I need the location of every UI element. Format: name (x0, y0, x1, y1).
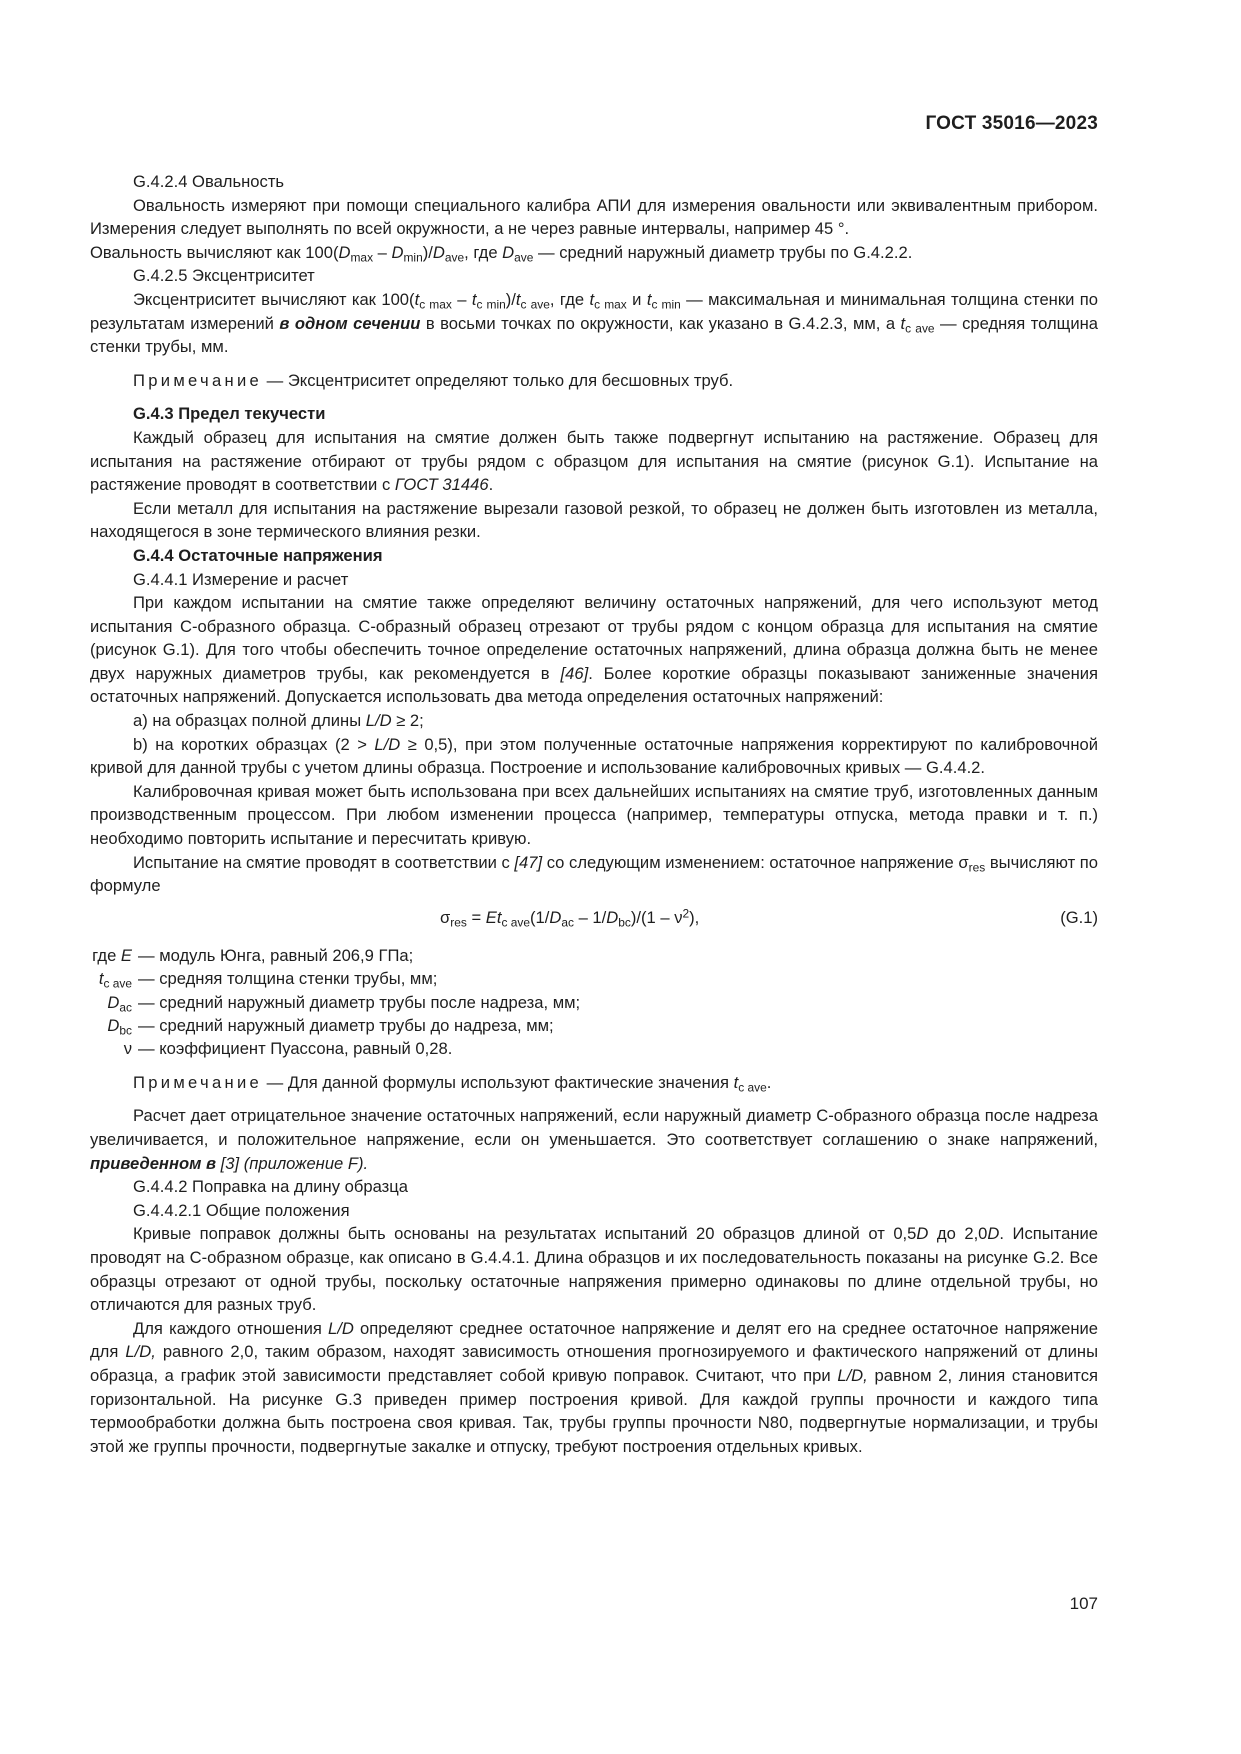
page-body (90, 170, 1098, 1458)
paragraph-ld-ratio: Для каждого отношения L/D определяют среднее остаточное напряжение и делят его на среднее остаточное напряжение для L/D, равного 2,0, таким образом, находят зависимость отношения прогнозируемого и фактического напряжений от длины образца, а график этой зависимости представляет собой кривую поправок. Считают, что при L/D, равном 2, линия становится горизонтальной. На рисунке G.3 приведен пример построения кривой. Для каждой группы прочности и каждого типа термообработки должна быть построена своя кривая. Так, трубы группы прочности N80, подвергнутые нормализации, и трубы этой же группы прочности, подвергнутые закалке и отпуску, требуют построения отдельных кривых. (90, 1318, 1098, 1456)
formula-expression: $\sigma_{res} = Et_{c ave}(1/D_{ac} - 1/D_{bc})/(1 - \nu^2)$, (440, 906, 700, 930)
paragraph-yield-2: Если металл для испытания на растяжение вырезали газовой резкой, то образец не должен быть изготовлен из металла, находящегося в зоне термического влияния резки. (90, 498, 1098, 542)
paragraph-eccentricity: Эксцентриситет вычисляют как $100(t_{c max} - t_{c min})/t_{c ave}$, где $t_{c max}$ и $t_{c min}$ — максимальная и минимальная толщина стенки по результатам измерений в одном сечении в восьми точках по окружности, как указано в G.4.2.3, мм, а $t_{c ave}$ — средняя толщина стенки трубы, мм. (90, 289, 1099, 357)
paragraph-ovality-formula: Овальность вычисляют как $100(D_{max} - D_{min})/D_{ave}$, где $D_{ave}$ — средний наружный диаметр трубы по G.4.2.2. (90, 242, 913, 265)
page-number: 107 (1069, 1594, 1098, 1613)
heading-g442: G.4.4.2 Поправка на длину образца (133, 1177, 408, 1197)
heading-g44: G.4.4 Остаточные напряжения (133, 545, 383, 565)
definition-row: $D_{ac}$ — средний наружный диаметр трубы после надреза, мм; (107, 992, 581, 1015)
definition-row: $t_{c ave}$ — средняя толщина стенки трубы, мм; (98, 969, 438, 991)
document-header: ГОСТ 35016—2023 (925, 113, 1098, 134)
paragraph-ovality-1: Овальность измеряют при помощи специального калибра АПИ для измерения овальности или эквивалентным прибором. Измерения следует выполнять по всей окружности, а не через равные интервалы, например 45 °. (90, 195, 1098, 239)
paragraph-test-method: Испытание на смятие проводят в соответствии с [47] со следующим изменением: остаточное напряжение $\sigma_{res}$ вычисляют по формуле (90, 852, 1098, 896)
definition-row: где E — модуль Юнга, равный 206,9 ГПа; (92, 945, 414, 965)
list-item-a: a) на образцах полной длины L/D ≥ 2; (133, 711, 424, 731)
heading-g441: G.4.4.1 Измерение и расчет (133, 569, 349, 589)
paragraph-yield-1: Каждый образец для испытания на смятие должен быть также подвергнут испытанию на растяжение. Образец для испытания на растяжение отбирают от трубы рядом с образцом для испытания на смятие (рисунок G.1). Испытание на растяжение проводят в соответствии с ГОСТ 31446. (90, 427, 1098, 495)
heading-g4421: G.4.4.2.1 Общие положения (133, 1200, 350, 1220)
note-formula: Примечание — Для данной формулы используют фактические значения $t_{c ave}$. (133, 1072, 772, 1095)
heading-g425: G.4.2.5 Эксцентриситет (133, 266, 315, 286)
definition-row: $D_{bc}$ — средний наружный диаметр трубы до надреза, мм; (107, 1016, 554, 1038)
paragraph-correction-curves: Кривые поправок должны быть основаны на результатах испытаний 20 образцов длиной от 0,5D до 2,0D. Испытание проводят на С-образном образце, как описано в G.4.4.1. Длина образцов и их последовательность показаны на рисунке G.2. Все образцы отрезают от одной трубы, поскольку остаточные напряжения примерно одинаковы по длине отдельной трубы, но отличаются для разных труб. (90, 1224, 1098, 1315)
paragraph-calibration: Калибровочная кривая может быть использована при всех дальнейших испытаниях на смятие труб, изготовленных данным производственным процессом. При любом изменении процесса (например, температуры отпуска, метода правки и т. п.) необходимо повторить испытание и пересчитать кривую. (90, 781, 1098, 849)
formula-g1 (90, 900, 1098, 936)
formula-number: (G.1) (1060, 907, 1098, 927)
paragraph-residual-1: При каждом испытании на смятие также определяют величину остаточных напряжений, для чего используют метод испытания С-образного образца. С-образный образец отрезают от трубы рядом с концом образца для испытания на смятие (рисунок G.1). Для того чтобы обеспечить точное определение остаточных напряжений, длина образца должна быть не менее двух наружных диаметров трубы, как рекомендуется в [46]. Более короткие образцы показывают заниженные значения остаточных напряжений. Допускается использовать два метода определения остаточных напряжений: (90, 593, 1098, 707)
heading-g424: G.4.2.4 Овальность (133, 172, 285, 191)
heading-g43: G.4.3 Предел текучести (133, 404, 326, 424)
paragraph-sign-convention: Расчет дает отрицательное значение остаточных напряжений, если наружный диаметр С-образного образца после надреза увеличивается, и положительное напряжение, если он уменьшается. Это соответствует соглашению о знаке напряжений, приведенном в [3] (приложение F). (90, 1106, 1098, 1173)
note-eccentricity: Примечание — Эксцентриситет определяют только для бесшовных труб. (133, 370, 734, 390)
formula-definitions (90, 944, 1098, 1061)
list-item-b: b) на коротких образцах (2 > L/D ≥ 0,5), при этом полученные остаточные напряжения корректируют по калибровочной кривой для данной трубы с учетом длины образца. Построение и использование калибровочных кривых — G.4.4.2. (90, 734, 1098, 778)
definition-row: ν — коэффициент Пуассона, равный 0,28. (123, 1039, 453, 1059)
